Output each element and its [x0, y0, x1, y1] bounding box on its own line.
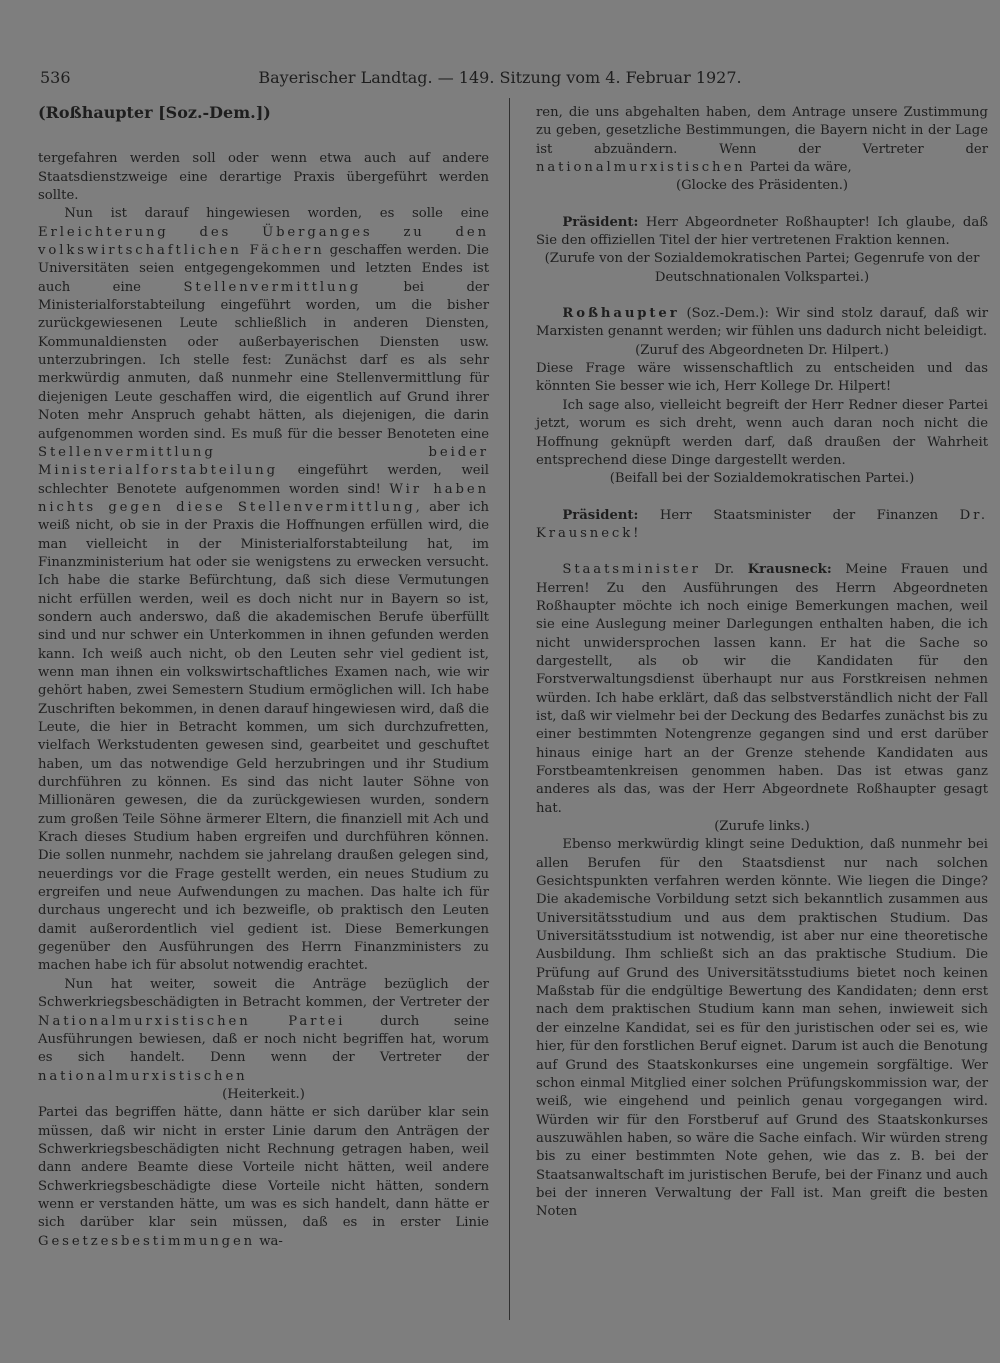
stage-direction: (Zurufe von der Sozialdemokratischen Partei; Gegenrufe von der Deutschnationalen Volkspartei.)	[544, 251, 980, 285]
speaker-role: Staatsminister	[562, 562, 701, 578]
text-run: geschaffen werden. Die Universitäten seien entgegengekommen und letzten Endes ist auch eine	[38, 243, 489, 295]
spaced-emphasis: Erleichterung des Überganges zu den volkswirtschaftlichen Fächern	[38, 224, 489, 259]
text-run: Dr.	[700, 562, 748, 578]
text-run: Partei da wäre,	[745, 160, 852, 176]
speaker-label: Präsident:	[562, 214, 639, 230]
paragraph: Diese Frage wäre wissenschaftlich zu entscheiden und das könnten Sie besser wie ich, Herr Kollege Dr. Hilpert!	[536, 361, 988, 395]
speaker-label: Präsident:	[562, 507, 639, 523]
left-column	[38, 104, 489, 1251]
text-run: Meine Frauen und Herren! Zu den Ausführungen des Herrn Abgeordneten Roßhaupter möchte ich noch einige Bemerkungen machen, weil sie eine Auslegung meiner Darlegungen enthalten haben, die ich nicht unwidersprochen lassen kann. Er hat die Sache so dargestellt, als ob wir die Kandidaten für den Forstverwaltungsdienst überhaupt nur aus Forstkreisen nehmen würden. Ich habe erklärt, daß das selbstverständlich nicht der Fall ist, daß wir vielmehr bei der Deckung des Bedarfes zunächst bis zu einer bestimmten Notengrenze gegangen sind und erst darüber hinaus einige hart an der Grenze stehende Kandidaten aus Forstbeamtenkreisen genommen haben. Das ist etwas ganz anderes als das, was der Herr Abgeordnete Roßhaupter gesagt hat.	[536, 562, 988, 816]
text-run: Partei das begriffen hätte, dann hätte er sich darüber klar sein müssen, daß wir nicht in erster Linie darum den Anträgen der Schwerkriegsbeschädigten nicht Rechnung getragen haben, weil dann andere Beamte diese Vorteile nicht hätten, weil andere Schwerkriegsbeschädigte diese Vorteile nicht hätten, sondern wenn er verstanden hätte, um was es sich handelt, dann hätte er sich darüber klar sein müssen, daß es in erster Linie	[38, 1105, 489, 1231]
page-number: 536	[40, 68, 71, 87]
text-run: Nun hat weiter, soweit die Anträge bezüglich der Schwerkriegsbeschädigten in Betracht kommen, der Vertreter der	[38, 976, 489, 1011]
speaker-heading: (Roßhaupter [Soz.-Dem.])	[38, 103, 271, 122]
paragraph	[38, 976, 489, 1086]
stage-direction: (Zurufe links.)	[714, 819, 810, 835]
text-run: Wir sind stolz darauf, daß wir Marxisten genannt werden; wir fühlen uns dadurch nicht beleidigt.	[536, 306, 988, 340]
text-run: durch seine Ausführungen bewiesen, daß er noch nicht begriffen hat, worum es sich handelt. Denn wenn der Vertreter der	[38, 1013, 490, 1066]
stage-direction: (Zuruf des Abgeordneten Dr. Hilpert.)	[635, 342, 889, 358]
text-run: Nun ist darauf hingewiesen worden, es solle eine	[64, 206, 489, 222]
speaker-paragraph	[536, 561, 988, 818]
paragraph-continued	[536, 104, 988, 177]
spaced-emphasis: Stellenvermittlung	[183, 279, 362, 295]
speaker-label: Krausneck:	[747, 562, 832, 578]
text-run: bei der Ministerialforstabteilung eingeführt worden, um die bisher zurückgewiesenen Leute schließlich in anderen Diensten, Kommunaldiensten oder außerbayerischen Diensten usw. unterzubringen. Ich stelle fest: Zunächst darf es als sehr merkwürdig anmuten, daß nunmehr eine Stellenvermittlung für diejenigen Leute geschaffen wird, die eigentlich auf Grund ihrer Noten mehr Anspruch gehabt hätten, als diejenigen, die darin aufgenommen worden sind. Es muß für die besser Benoteten eine	[38, 279, 489, 442]
spaced-emphasis: nationalmurxistischen	[38, 1068, 248, 1084]
text-run: wa-	[255, 1233, 283, 1249]
speaker-label: Roßhaupter	[562, 306, 680, 322]
paragraph: Ich sage also, vielleicht begreift der Herr Redner dieser Partei jetzt, worum es sich dreht, wenn auch daran noch nicht die Hoffnung geknüpft werden darf, daß draußen der Wahrheit entsprechend diese Dinge dargestellt werden.	[536, 397, 988, 468]
stage-direction: (Beifall bei der Sozialdemokratischen Partei.)	[609, 471, 915, 487]
paragraph	[38, 205, 489, 975]
stage-direction: (Heiterkeit.)	[222, 1086, 305, 1102]
stage-direction: (Glocke des Präsidenten.)	[675, 178, 849, 194]
spaced-emphasis: Stellenvermittlung beider Ministerialforstabteilung	[38, 444, 489, 479]
spaced-emphasis: Gesetzesbestimmungen	[38, 1233, 256, 1249]
spaced-emphasis: Wir haben nichts gegen diese Stellenvermittlung	[38, 481, 489, 515]
text-run: Herr Abgeordneter Roßhaupter! Ich glaube, daß Sie den offiziellen Titel der hier vertretenen Fraktion kennen.	[536, 214, 988, 249]
speaker-paragraph	[536, 507, 988, 544]
right-column	[536, 104, 988, 1222]
text-run: ren, die uns abgehalten haben, dem Antrage unsere Zustimmung zu geben, gesetzliche Bestimmungen, die Bayern nicht in der Lage ist abzuändern. Wenn der Vertreter der	[536, 105, 988, 157]
speaker-paragraph	[536, 305, 988, 342]
text-run: eingeführt werden, weil schlechter Benotete aufgenommen worden sind!	[38, 463, 489, 497]
paragraph-continued	[38, 1104, 489, 1251]
page-header	[40, 66, 960, 90]
column-divider	[509, 98, 510, 1320]
text-run: , aber ich weiß nicht, ob sie in der Praxis die Hoffnungen erfüllen wird, die man vielleicht in der Ministerialforstabteilung hat, im Finanzministerium hat oder sie wenigstens zu erwecken versucht. Ich habe die starke Befürchtung, daß sich diese Vermutungen nicht erfüllen werden, weil es doch nicht nur in Bayern so ist, sondern auch anderswo, daß die akademischen Berufe überfüllt sind und nur schwer ein Unterkommen in ihnen gefunden werden kann. Ich weiß auch nicht, ob den Leuten sehr viel gedient ist, wenn man ihnen ein volkswirtschaftliches Examen nach, wie wir gehört haben, zwei Semestern Studium ermöglichen will. Ich habe Zuschriften bekommen, in denen darauf hingewiesen wird, daß die Leute, die hier in Betracht kommen, um sich durchzufretten, vielfach Werkstudenten gewesen sind, gearbeitet und geschuftet haben, um das notwendige Geld herzubringen und ihr Studium durchführen zu können. Es sind das nicht lauter Söhne von Millionären gewesen, die da zurückgewiesen wurden, sondern zum großen Teile Söhne ärmerer Eltern, die finanziell mit Ach und Krach dieses Studium haben ergreifen und durchführen können. Die sollen nunmehr, nachdem sie jahrelang draußen gelegen sind, neuerdings vor die Frage gestellt werden, ein neues Studium zu ergreifen und neue Aufwendungen zu machen. Das halte ich für durchaus ungerecht und ich bezweifle, ob praktisch den Leuten damit außerordentlich viel gedient ist. Diese Bemerkungen gegenüber den Ausführungen des Herrn Finanzministers zu machen habe ich für absolut notwendig erachtet.	[38, 499, 489, 974]
paragraph-continued	[38, 150, 489, 205]
spaced-emphasis: Dr. Krausneck!	[536, 507, 988, 541]
spaced-emphasis: nationalmurxistischen	[536, 160, 746, 176]
running-title: Bayerischer Landtag. — 149. Sitzung vom 4. Februar 1927.	[258, 68, 742, 87]
spaced-emphasis: Nationalmurxistischen Partei	[38, 1013, 346, 1029]
speaker-paragraph	[536, 214, 988, 251]
text-run: Herr Staatsminister der Finanzen	[638, 507, 960, 523]
text-run: tergefahren werden soll oder wenn etwa auch auf andere Staatsdienstzweige eine derartige Praxis übergeführt werden sollte.	[38, 151, 489, 204]
paragraph: Ebenso merkwürdig klingt seine Deduktion, daß nunmehr bei allen Berufen für den Staatsdienst nur nach solchen Gesichtspunkten verfahren werden könnte. Wie liegen die Dinge? Die akademische Vorbildung setzt sich bekanntlich zusammen aus Universitätsstudium und aus dem praktischen Studium. Das Universitätsstudium ist notwendig, ist aber nur eine theoretische Ausbildung. Ihm schließt sich an das praktische Studium. Die Prüfung auf Grund des Universitätsstudiums bietet noch keinen Maßstab für die endgültige Bewertung des Kandidaten; denn erst nach dem praktischen Studium kann man sehen, inwieweit sich der einzelne Kandidat, sei es für den juristischen oder sei es, wie hier, für den forstlichen Beruf eignet. Darum ist auch die Benotung auf Grund des Staatskonkurses eine ungemein sorgfältige. Wer schon einmal Mitglied einer solchen Prüfungskommission war, der weiß, wie eingehend und peinlich genau vorgegangen wird. Würden wir für den Forstberuf auf Grund des Staatskonkurses auszuwählen haben, so wäre die Sache einfach. Wir würden streng bis zu einer bestimmten Note gehen, wie das z. B. bei der Staatsanwaltschaft im juristischen Berufe, bei der Finanz und auch bei der inneren Verwaltung der Fall ist. Man greift die besten Noten	[536, 837, 988, 1220]
speaker-party: (Soz.-Dem.):	[679, 306, 769, 322]
